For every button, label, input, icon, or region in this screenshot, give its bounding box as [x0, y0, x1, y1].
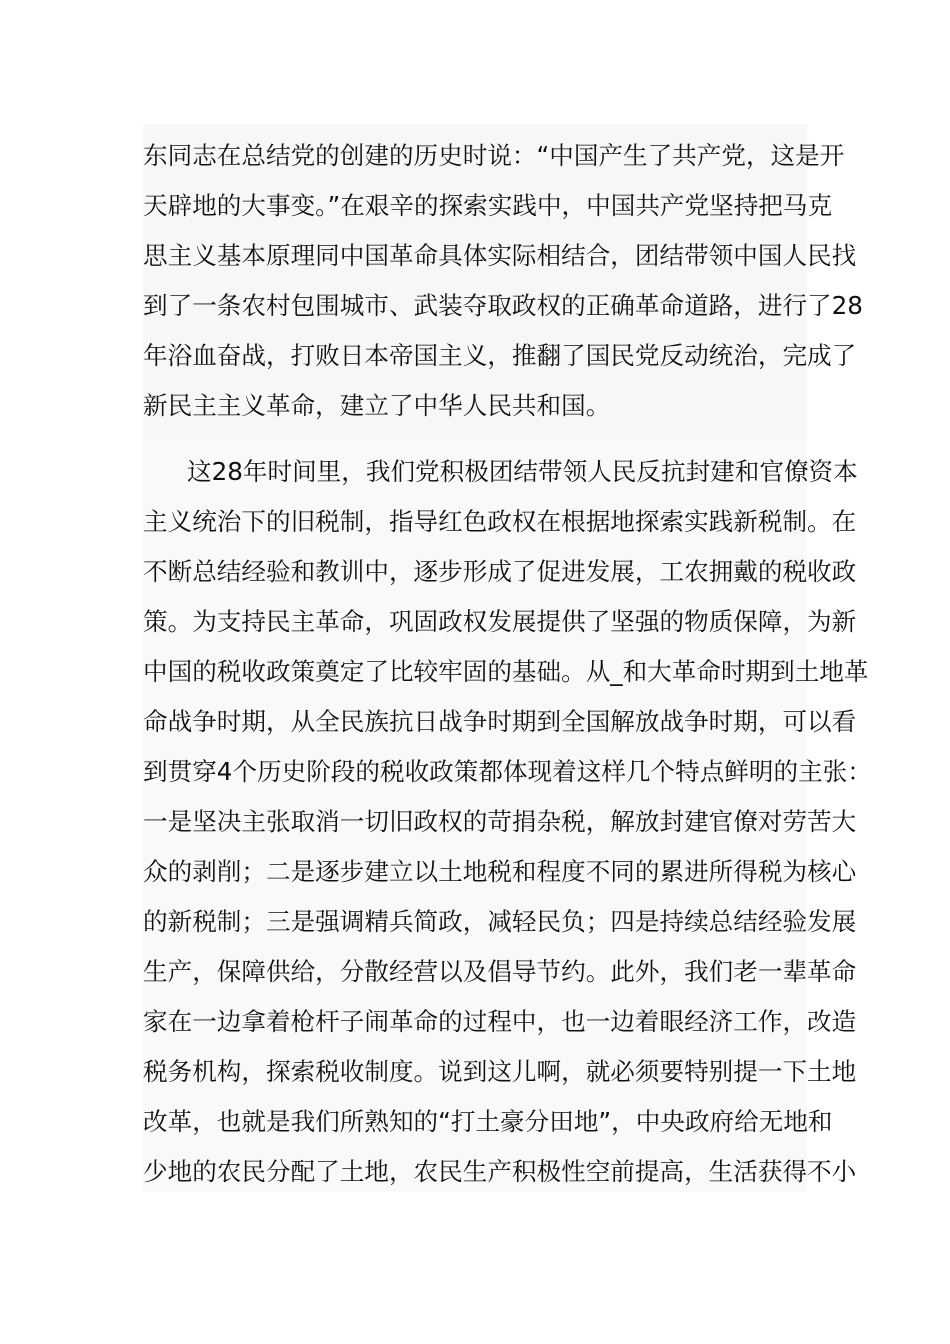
- paragraph-2-line: 生产，保障供给，分散经营以及倡导节约。此外，我们老一辈革命: [143, 957, 857, 986]
- paragraph-1-line: 年浴血奋战，打败日本帝国主义，推翻了国民党反动统治，完成了: [143, 341, 857, 370]
- paragraph-2-line: 主义统治下的旧税制，指导红色政权在根据地探索实践新税制。在: [143, 507, 857, 536]
- paragraph-2-line: 税务机构，探索税收制度。说到这儿啊，就必须要特别提一下土地: [143, 1057, 857, 1086]
- paragraph-1: [143, 124, 863, 440]
- paragraph-2-line: 策。为支持民主革命，巩固政权发展提供了坚强的物质保障，为新: [143, 607, 857, 636]
- paragraph-2-line: 中国的税收政策奠定了比较牢固的基础。从_和大革命时期到土地革: [143, 657, 869, 686]
- paragraph-2-line: 一是坚决主张取消一切旧政权的苛捐杂税，解放封建官僚对劳苦大: [143, 807, 857, 836]
- paragraph-1-line: 东同志在总结党的创建的历史时说：“中国产生了共产党，这是开: [143, 141, 845, 170]
- paragraph-2: [143, 440, 872, 1192]
- paragraph-2-line: 众的剥削；二是逐步建立以土地税和程度不同的累进所得税为核心: [143, 857, 857, 886]
- paragraph-1-line: 新民主主义革命，建立了中华人民共和国。: [143, 391, 611, 420]
- paragraph-1-line: 思主义基本原理同中国革命具体实际相结合，团结带领中国人民找: [143, 241, 857, 270]
- paragraph-2-line: 命战争时期，从全民族抗日战争时期到全国解放战争时期，可以看: [143, 707, 857, 736]
- paragraph-2-line: 少地的农民分配了土地，农民生产积极性空前提高，生活获得不小: [143, 1157, 857, 1186]
- paragraph-2-line: 到贯穿4个历史阶段的税收政策都体现着这样几个特点鲜明的主张：: [143, 757, 872, 786]
- paragraph-2-line: 改革，也就是我们所熟知的“打土豪分田地”，中央政府给无地和: [143, 1107, 833, 1136]
- paragraph-1-line: 到了一条农村包围城市、武装夺取政权的正确革命道路，进行了28: [143, 291, 863, 320]
- paragraph-1-line: 天辟地的大事变。”在艰辛的探索实践中，中国共产党坚持把马克: [143, 191, 833, 220]
- paragraph-2-line: 这28年时间里，我们党积极团结带领人民反抗封建和官僚资本: [187, 457, 858, 486]
- paragraph-2-line: 家在一边拿着枪杆子闹革命的过程中，也一边着眼经济工作，改造: [143, 1007, 857, 1036]
- paragraph-2-line: 的新税制；三是强调精兵简政，减轻民负；四是持续总结经验发展: [143, 907, 857, 936]
- paragraph-2-line: 不断总结经验和教训中，逐步形成了促进发展，工农拥戴的税收政: [143, 557, 857, 586]
